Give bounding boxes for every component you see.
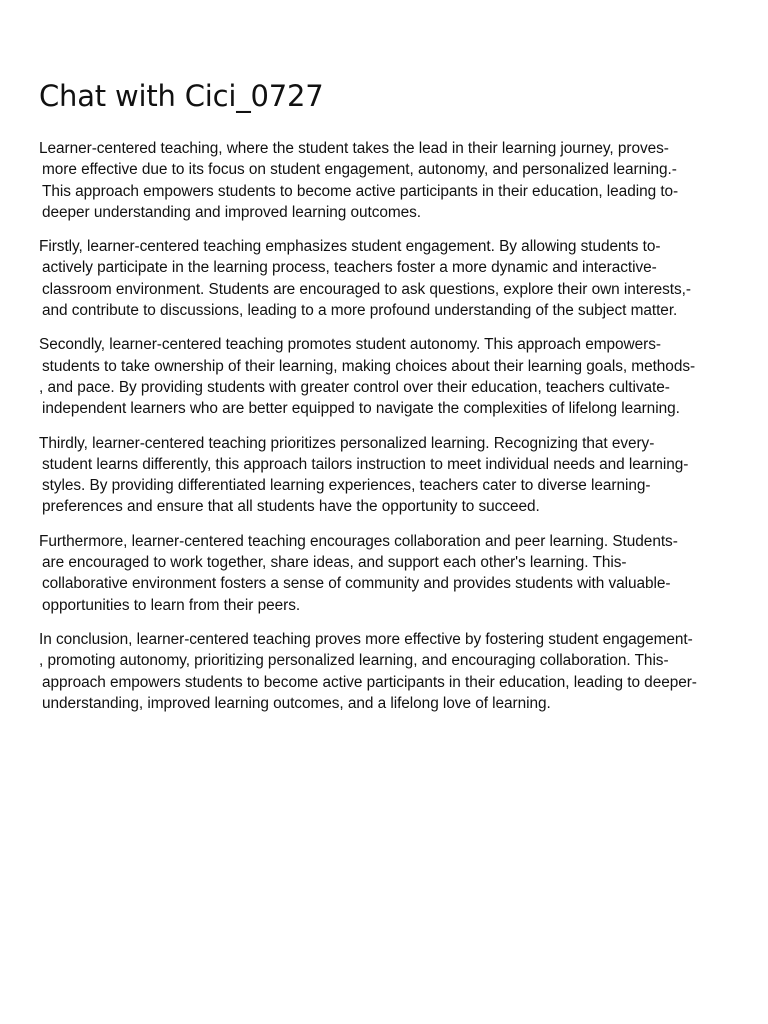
chat-transcript (39, 76, 739, 727)
text-line: understanding, improved learning outcomes, and a lifelong love of learning. (42, 694, 551, 712)
text-line: Firstly, learner-centered teaching emphasizes student engagement. By allowing students to- (39, 238, 661, 256)
paragraph-intro (39, 138, 739, 223)
text-line: deeper understanding and improved learning outcomes. (42, 203, 421, 221)
paragraph-autonomy (39, 334, 739, 419)
text-line: more effective due to its focus on student engagement, autonomy, and personalized learning.- (42, 161, 677, 179)
paragraph-personalized (39, 433, 739, 518)
page-title: Chat with Cici_0727 (39, 79, 324, 113)
text-line: student learns differently, this approach tailors instruction to meet individual needs and learning- (42, 455, 689, 473)
text-line: students to take ownership of their learning, making choices about their learning goals, methods- (42, 357, 696, 375)
text-line: This approach empowers students to become active participants in their education, leading to- (42, 182, 679, 200)
text-line: Secondly, learner-centered teaching promotes student autonomy. This approach empowers- (39, 336, 661, 354)
text-line: Furthermore, learner-centered teaching encourages collaboration and peer learning. Students- (39, 532, 678, 550)
text-line: and contribute to discussions, leading to a more profound understanding of the subject matter. (42, 302, 678, 320)
paragraph-collaboration (39, 531, 739, 616)
text-line: classroom environment. Students are encouraged to ask questions, explore their own interests,- (42, 280, 691, 298)
text-line: Thirdly, learner-centered teaching prioritizes personalized learning. Recognizing that every- (39, 434, 655, 452)
text-line: styles. By providing differentiated learning experiences, teachers cater to diverse learning- (42, 477, 651, 495)
text-line: are encouraged to work together, share ideas, and support each other's learning. This- (42, 554, 627, 572)
text-line: , and pace. By providing students with greater control over their education, teachers cultivate- (39, 378, 670, 396)
text-line: actively participate in the learning process, teachers foster a more dynamic and interactive- (42, 259, 657, 277)
paragraph-engagement (39, 236, 739, 321)
text-line: Learner-centered teaching, where the student takes the lead in their learning journey, proves- (39, 140, 669, 157)
text-line: opportunities to learn from their peers. (42, 596, 301, 614)
text-line: independent learners who are better equipped to navigate the complexities of lifelong learning. (42, 400, 680, 418)
text-line: approach empowers students to become active participants in their education, leading to deeper- (42, 673, 697, 691)
text-line: collaborative environment fosters a sense of community and provides students with valuable- (42, 575, 671, 593)
paragraph-conclusion (39, 629, 739, 714)
text-line: , promoting autonomy, prioritizing personalized learning, and encouraging collaboration. This- (39, 652, 669, 670)
text-line: preferences and ensure that all students have the opportunity to succeed. (42, 498, 540, 516)
text-line: In conclusion, learner-centered teaching proves more effective by fostering student engagement- (39, 630, 693, 648)
